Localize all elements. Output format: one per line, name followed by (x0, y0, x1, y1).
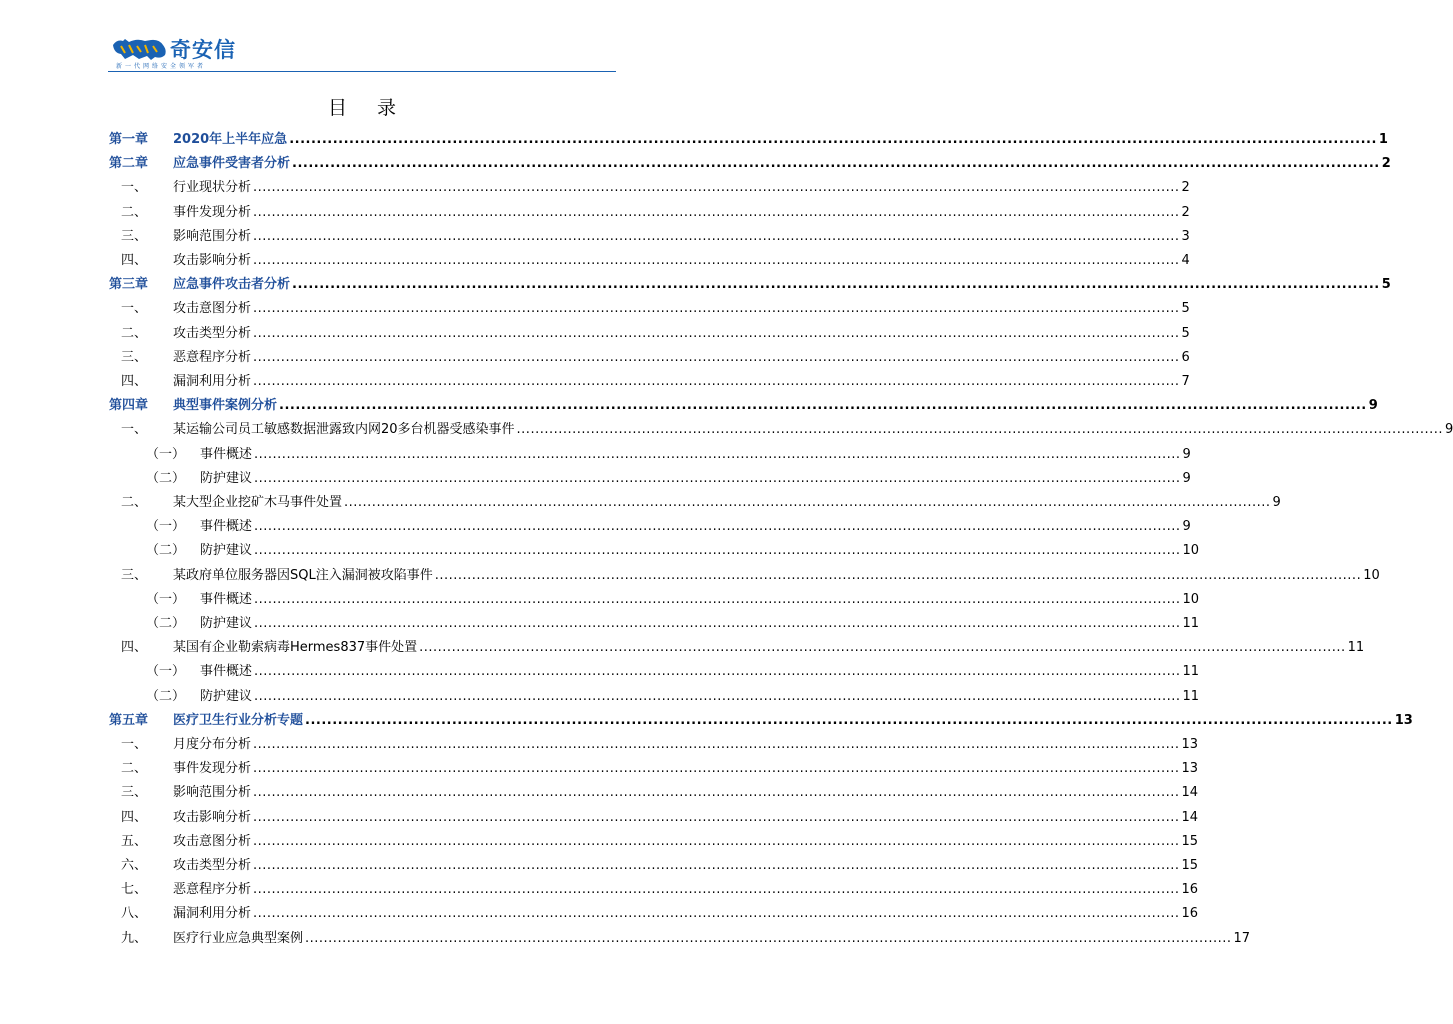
toc-entry-title: 某政府单位服务器因SQL注入漏洞被攻陷事件 (173, 567, 433, 583)
toc-section-row[interactable] (121, 370, 1190, 390)
toc-leader-dots: ........................................................................................................................................................................................................ (253, 882, 1180, 898)
toc-entry-title: 事件概述 (200, 591, 253, 607)
toc-leader-dots: ........................................................................................................................................................................................................ (434, 567, 1362, 583)
toc-leader-dots: ........................................................................................................................................................................................................ (289, 132, 1377, 147)
toc-leader-dots: ........................................................................................................................................................................................................ (254, 543, 1181, 559)
toc-leader-dots: ........................................................................................................................................................................................................ (279, 398, 1367, 414)
toc-entry-title: 应急事件受害者分析 (173, 156, 291, 172)
toc-section-row[interactable] (121, 564, 1380, 584)
toc-leader-dots: ........................................................................................................................................................................................................ (344, 495, 1271, 510)
toc-entry-title: 攻击类型分析 (173, 325, 252, 341)
toc-number: （一） (146, 591, 186, 607)
toc-page-number: 9 (1272, 495, 1281, 510)
toc-number: 三、 (121, 567, 148, 583)
toc-entry-title: 攻击意图分析 (173, 301, 252, 317)
toc-number: （二） (146, 616, 186, 631)
toc-section-row[interactable] (121, 636, 1365, 656)
header-divider (108, 71, 616, 72)
toc-page-number: 13 (1394, 712, 1413, 728)
toc-entry-title: 2020年上半年应急 (173, 132, 288, 147)
toc-number: 二、 (121, 325, 148, 341)
toc-number: 四、 (121, 809, 148, 825)
toc-entry-title: 典型事件案例分析 (173, 398, 278, 414)
toc-leader-dots: ........................................................................................................................................................................................................ (419, 640, 1346, 656)
toc-number: 八、 (121, 906, 148, 922)
toc-number: 四、 (121, 253, 148, 268)
toc-page-number: 11 (1182, 616, 1200, 631)
toc-entry-title: 某大型企业挖矿木马事件处置 (173, 495, 343, 510)
toc-entry-title: 行业现状分析 (173, 180, 252, 196)
toc-entry-title: 事件发现分析 (173, 761, 252, 777)
toc-subsection-row[interactable] (146, 515, 1191, 535)
toc-leader-dots: ........................................................................................................................................................................................................ (254, 519, 1181, 535)
toc-leader-dots: ........................................................................................................................................................................................................ (253, 204, 1180, 220)
logo-text: 奇安信 (170, 38, 236, 62)
toc-entry-title: 某国有企业勒索病毒Hermes837事件处置 (173, 640, 418, 656)
toc-page-number: 14 (1181, 809, 1199, 825)
toc-subsection-row[interactable] (146, 612, 1200, 632)
toc-page-number: 11 (1182, 664, 1200, 680)
toc-number: 一、 (121, 737, 148, 752)
toc-section-row[interactable] (121, 201, 1190, 221)
toc-entry-title: 防护建议 (200, 470, 253, 486)
toc-chapter-row[interactable] (109, 709, 1413, 729)
toc-number: 第一章 (109, 132, 149, 147)
toc-section-row[interactable] (121, 781, 1199, 801)
toc-entry-title: 应急事件攻击者分析 (173, 277, 291, 293)
toc-number: 第二章 (109, 156, 149, 172)
toc-section-row[interactable] (121, 927, 1251, 947)
toc-leader-dots: ........................................................................................................................................................................................................ (253, 374, 1180, 389)
toc-section-row[interactable] (121, 418, 1453, 438)
toc-number: 五、 (121, 833, 148, 849)
toc-leader-dots: ........................................................................................................................................................................................................ (253, 858, 1180, 873)
toc-page-number: 15 (1181, 858, 1199, 873)
toc-section-row[interactable] (121, 806, 1199, 826)
toc-chapter-row[interactable] (109, 394, 1378, 414)
toc-entry-title: 漏洞利用分析 (173, 374, 252, 389)
toc-section-row[interactable] (121, 491, 1281, 511)
toc-leader-dots: ........................................................................................................................................................................................................ (254, 446, 1181, 462)
toc-leader-dots: ........................................................................................................................................................................................................ (253, 325, 1180, 341)
toc-page-number: 2 (1181, 204, 1190, 220)
toc-number: 二、 (121, 204, 148, 220)
toc-section-row[interactable] (121, 346, 1190, 366)
toc-number: 第三章 (109, 277, 149, 293)
toc-page-number: 10 (1363, 567, 1380, 583)
toc-page-number: 9 (1445, 422, 1453, 438)
toc-page-number: 16 (1181, 906, 1199, 922)
toc-number: （二） (146, 543, 186, 559)
toc-number: 第五章 (109, 712, 149, 728)
toc-number: 一、 (121, 422, 148, 438)
toc-page-number: 2 (1181, 180, 1190, 196)
toc-leader-dots: ........................................................................................................................................................................................................ (254, 664, 1181, 680)
toc-page-number: 10 (1182, 591, 1200, 607)
toc-number: 四、 (121, 374, 148, 389)
toc-leader-dots: ........................................................................................................................................................................................................ (253, 737, 1180, 752)
toc-section-row[interactable] (121, 249, 1190, 269)
toc-number: （一） (146, 664, 186, 680)
toc-leader-dots: ........................................................................................................................................................................................................ (305, 712, 1393, 728)
toc-entry-title: 漏洞利用分析 (173, 906, 252, 922)
toc-entry-title: 事件概述 (200, 519, 253, 535)
toc-subsection-row[interactable] (146, 588, 1200, 608)
toc-section-row[interactable] (121, 297, 1190, 317)
toc-leader-dots: ........................................................................................................................................................................................................ (292, 277, 1380, 293)
toc-number: 三、 (121, 785, 148, 801)
toc-leader-dots: ........................................................................................................................................................................................................ (253, 253, 1180, 268)
toc-section-row[interactable] (121, 322, 1190, 342)
toc-page-number: 5 (1381, 277, 1391, 293)
toc-number: 三、 (121, 228, 148, 244)
toc-page-number: 4 (1181, 253, 1190, 268)
toc-leader-dots: ........................................................................................................................................................................................................ (253, 809, 1180, 825)
toc-entry-title: 防护建议 (200, 616, 253, 631)
toc-page-number: 6 (1181, 349, 1190, 365)
toc-number: 四、 (121, 640, 148, 656)
toc-entry-title: 攻击影响分析 (173, 809, 252, 825)
toc-subsection-row[interactable] (146, 660, 1200, 680)
toc-leader-dots: ........................................................................................................................................................................................................ (292, 156, 1380, 172)
toc-page-number: 13 (1181, 737, 1199, 752)
toc-page-number: 3 (1181, 228, 1190, 244)
toc-leader-dots: ........................................................................................................................................................................................................ (516, 422, 1444, 438)
toc-page-number: 9 (1182, 519, 1191, 535)
toc-subsection-row[interactable] (146, 685, 1200, 705)
toc-section-row[interactable] (121, 854, 1199, 874)
page-title: 目录 (327, 97, 426, 119)
toc-number: 第四章 (109, 398, 149, 414)
toc-page-number: 13 (1181, 761, 1199, 777)
toc-entry-title: 恶意程序分析 (173, 349, 252, 365)
toc-page-number: 16 (1181, 882, 1199, 898)
toc-section-row[interactable] (121, 225, 1190, 245)
toc-entry-title: 防护建议 (200, 688, 253, 704)
toc-entry-title: 影响范围分析 (173, 785, 252, 801)
toc-page-number: 11 (1182, 688, 1200, 704)
toc-page-number: 2 (1381, 156, 1391, 172)
toc-subsection-row[interactable] (146, 443, 1191, 463)
toc-page-number: 1 (1378, 132, 1388, 147)
toc-chapter-row[interactable] (109, 273, 1391, 293)
toc-entry-title: 影响范围分析 (173, 228, 252, 244)
toc-page-number: 9 (1182, 446, 1191, 462)
toc-leader-dots: ........................................................................................................................................................................................................ (253, 906, 1180, 922)
toc-chapter-row[interactable] (109, 128, 1388, 148)
toc-chapter-row[interactable] (109, 152, 1391, 172)
toc-leader-dots: ........................................................................................................................................................................................................ (254, 470, 1181, 486)
toc-section-row[interactable] (121, 902, 1199, 922)
page-header (108, 34, 616, 74)
toc-entry-title: 攻击意图分析 (173, 833, 252, 849)
toc-leader-dots: ........................................................................................................................................................................................................ (254, 616, 1181, 631)
toc-page-number: 14 (1181, 785, 1199, 801)
toc-entry-title: 防护建议 (200, 543, 253, 559)
toc-number: 三、 (121, 349, 148, 365)
toc-number: 七、 (121, 882, 148, 898)
toc-number: （二） (146, 688, 186, 704)
toc-page-number: 11 (1347, 640, 1365, 656)
toc-number: 一、 (121, 301, 148, 317)
toc-entry-title: 某运输公司员工敏感数据泄露致内网20多台机器受感染事件 (173, 422, 515, 438)
toc-number: 六、 (121, 858, 148, 873)
toc-page-number: 9 (1182, 470, 1191, 486)
toc-entry-title: 事件发现分析 (173, 204, 252, 220)
toc-number: 一、 (121, 180, 148, 196)
toc-page-number: 5 (1181, 325, 1190, 341)
toc-number: 九、 (121, 930, 148, 946)
toc-entry-title: 医疗卫生行业分析专题 (173, 712, 304, 728)
toc-number: 二、 (121, 495, 148, 510)
toc-leader-dots: ........................................................................................................................................................................................................ (305, 930, 1232, 946)
toc-entry-title: 恶意程序分析 (173, 882, 252, 898)
toc-page-number: 17 (1233, 930, 1251, 946)
toc-leader-dots: ........................................................................................................................................................................................................ (253, 180, 1180, 196)
toc-leader-dots: ........................................................................................................................................................................................................ (253, 228, 1180, 244)
toc-section-row[interactable] (121, 176, 1190, 196)
toc-entry-title: 攻击影响分析 (173, 253, 252, 268)
toc-leader-dots: ........................................................................................................................................................................................................ (253, 785, 1180, 801)
toc-section-row[interactable] (121, 830, 1199, 850)
qianxin-logo-icon (111, 37, 169, 61)
toc-subsection-row[interactable] (146, 467, 1191, 487)
toc-leader-dots: ........................................................................................................................................................................................................ (253, 761, 1180, 777)
toc-number: 二、 (121, 761, 148, 777)
toc-leader-dots: ........................................................................................................................................................................................................ (253, 349, 1180, 365)
toc-page-number: 9 (1368, 398, 1378, 414)
toc-entry-title: 医疗行业应急典型案例 (173, 930, 304, 946)
toc-number: （一） (146, 519, 186, 535)
toc-entry-title: 攻击类型分析 (173, 858, 252, 873)
toc-page-number: 5 (1181, 301, 1190, 317)
toc-leader-dots: ........................................................................................................................................................................................................ (254, 688, 1181, 704)
toc-section-row[interactable] (121, 733, 1199, 753)
toc-leader-dots: ........................................................................................................................................................................................................ (253, 833, 1180, 849)
toc-number: （二） (146, 470, 186, 486)
toc-page-number: 15 (1181, 833, 1199, 849)
toc-subsection-row[interactable] (146, 539, 1200, 559)
toc-entry-title: 事件概述 (200, 664, 253, 680)
toc-number: （一） (146, 446, 186, 462)
toc-page-number: 10 (1182, 543, 1200, 559)
toc-page-number: 7 (1181, 374, 1190, 389)
toc-leader-dots: ........................................................................................................................................................................................................ (254, 591, 1181, 607)
slogan: 新一代网络安全领军者 (116, 63, 207, 70)
toc-section-row[interactable] (121, 757, 1199, 777)
toc-leader-dots: ........................................................................................................................................................................................................ (253, 301, 1180, 317)
toc-section-row[interactable] (121, 878, 1199, 898)
toc-entry-title: 月度分布分析 (173, 737, 252, 752)
toc-entry-title: 事件概述 (200, 446, 253, 462)
